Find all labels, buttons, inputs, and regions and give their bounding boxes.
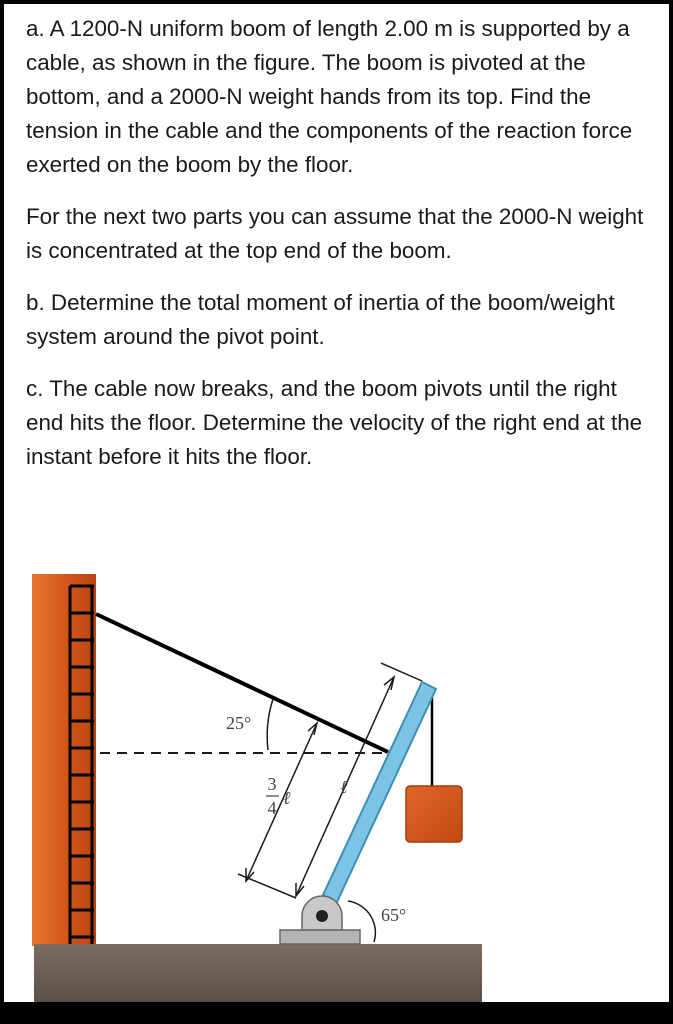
hanging-weight xyxy=(406,786,462,842)
brick-wall xyxy=(32,574,96,946)
cable-angle-label: 25° xyxy=(226,713,252,733)
part-b-text: b. Determine the total moment of inertia of the boom/weight system around the pivot point. xyxy=(26,290,615,349)
boom-figure xyxy=(4,564,669,1002)
assumption-text: For the next two parts you can assume that the 2000-N weight is concentrated at the top end of the boom. xyxy=(26,204,644,263)
boom-angle-label: 65° xyxy=(381,905,407,925)
part-a-text: a. A 1200-N uniform boom of length 2.00 m is supported by a cable, as shown in the figure. The boom is pivoted at the bottom, and a 2000-N weight hands from its top. Find the tension in the cable and the components of the reaction force exerted on the boom by the floor. xyxy=(26,16,633,177)
part-c-text: c. The cable now breaks, and the boom pivots until the right end hits the floor. Determine the velocity of the right end at the instant before it hits the floor. xyxy=(26,376,643,469)
three-quarter-dimension xyxy=(238,723,317,898)
length-dimension xyxy=(296,663,422,896)
three-quarter-denominator: 4 xyxy=(267,798,277,818)
three-quarter-ell: ℓ xyxy=(283,788,291,808)
floor xyxy=(34,944,482,1002)
length-label: ℓ xyxy=(340,777,348,797)
three-quarter-numerator: 3 xyxy=(267,774,277,794)
cable-angle-arc xyxy=(267,699,273,750)
pivot-support xyxy=(280,896,360,944)
pivot-pin-icon xyxy=(316,910,328,922)
problem-text xyxy=(26,12,651,474)
page xyxy=(4,4,669,1002)
